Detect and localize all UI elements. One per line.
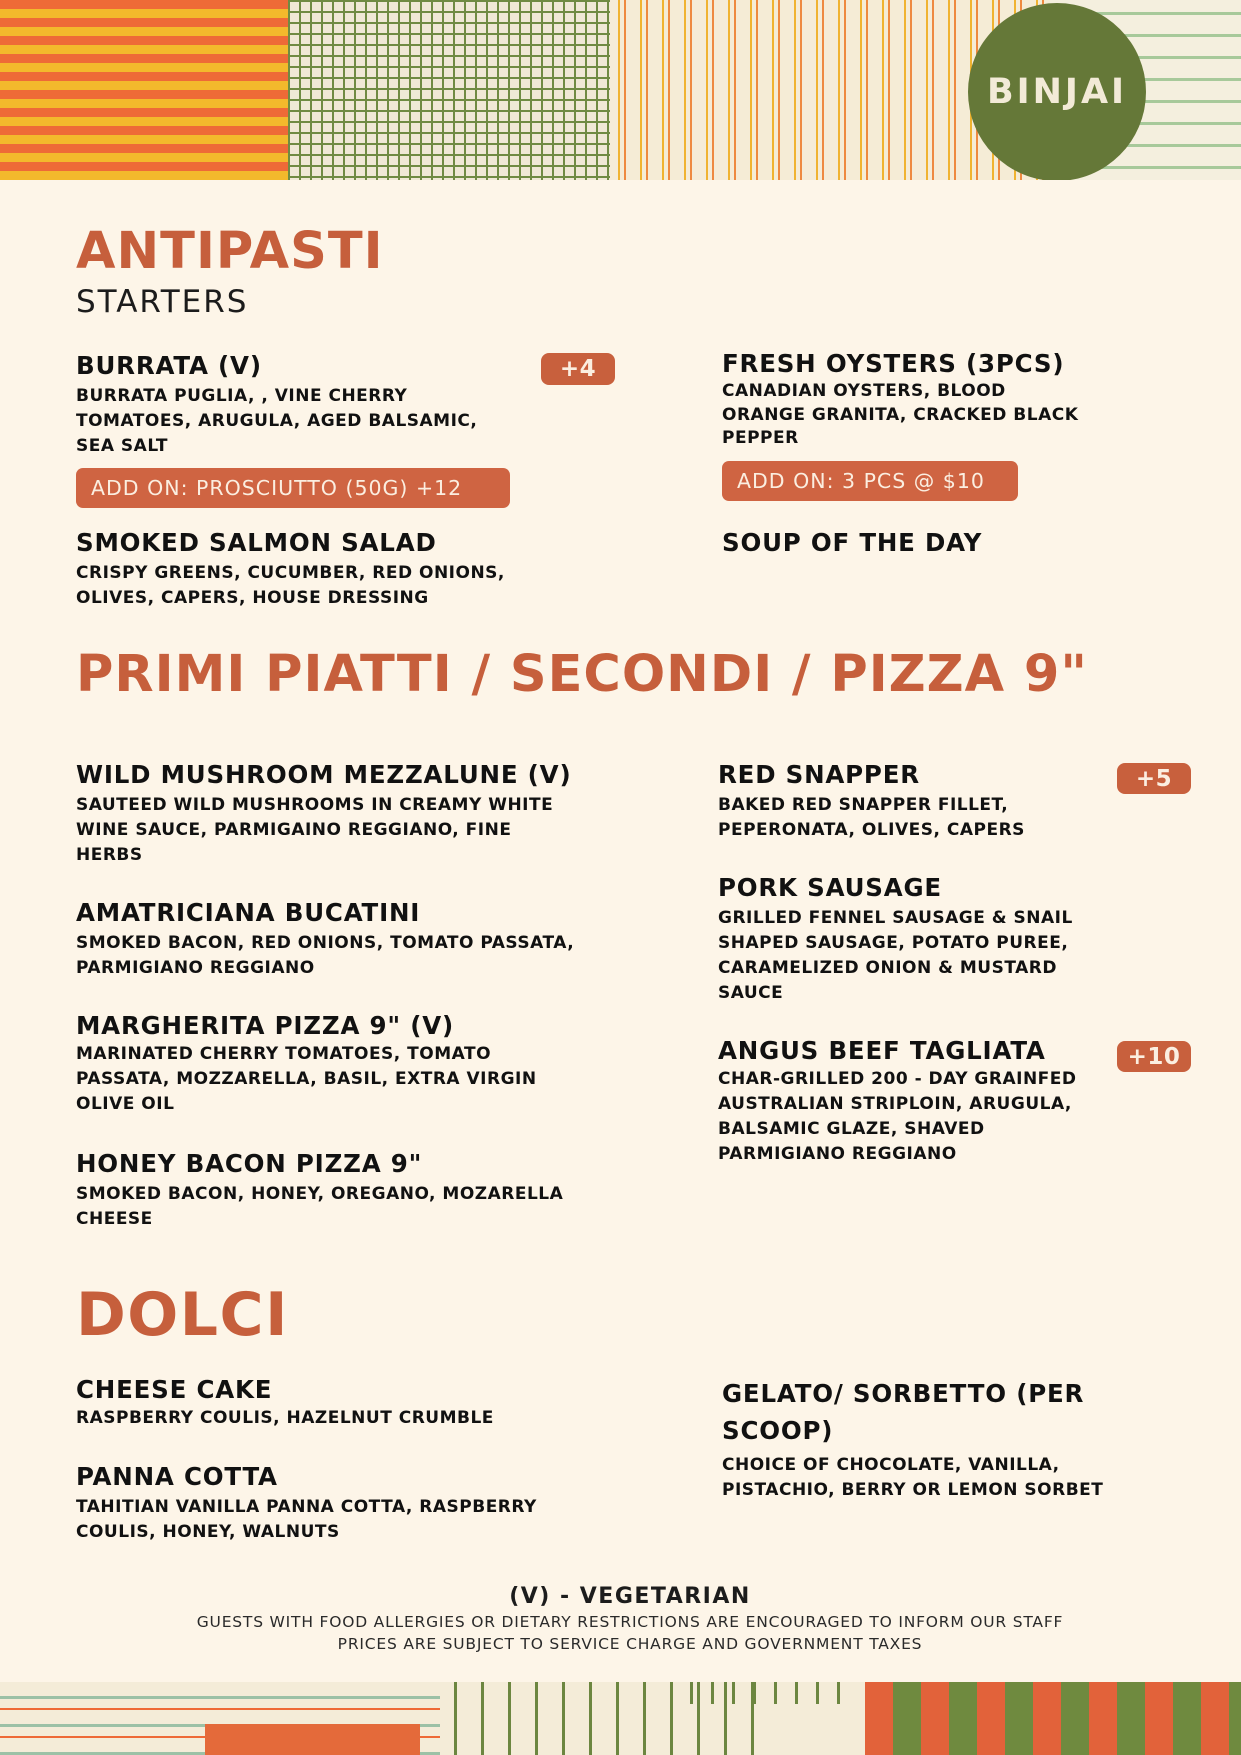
item-name: MARGHERITA PIZZA 9" (V) (76, 1011, 455, 1040)
menu-item-panna-cotta (76, 1462, 636, 1545)
bottom-pattern-band (0, 1682, 1241, 1755)
menu-item-wild-mushroom-mezzalune (76, 760, 636, 868)
color-block (205, 1724, 420, 1755)
item-description (76, 793, 636, 868)
section-title-antipasti: ANTIPASTI (76, 222, 384, 281)
item-name: BURRATA (V) (76, 351, 262, 380)
desc-line: SMOKED BACON, HONEY, OREGANO, MOZARELLA (76, 1184, 564, 1205)
item-description (718, 906, 1188, 1006)
desc-line: CHAR-GRILLED 200 - DAY GRAINFED (718, 1069, 1077, 1090)
desc-line: CRISPY GREENS, CUCUMBER, RED ONIONS, (76, 563, 505, 584)
allergy-note: GUESTS WITH FOOD ALLERGIES OR DIETARY RESTRICTIONS ARE ENCOURAGED TO INFORM OUR STAFF (196, 1613, 1064, 1631)
tick-pattern (690, 1682, 850, 1704)
menu-item-honey-bacon-pizza (76, 1149, 636, 1232)
desc-line: PARMIGIANO REGGIANO (718, 1144, 957, 1165)
desc-line: HERBS (76, 845, 143, 866)
item-name: RED SNAPPER (718, 760, 920, 789)
item-description (76, 1495, 636, 1545)
section-title-dolci: DOLCI (76, 1280, 289, 1350)
desc-line: MARINATED CHERRY TOMATOES, TOMATO (76, 1044, 492, 1065)
price-badge-red-snapper: +5 (1117, 763, 1191, 794)
desc-line: TAHITIAN VANILLA PANNA COTTA, RASPBERRY (76, 1497, 537, 1518)
item-name: PORK SAUSAGE (718, 873, 942, 902)
name-line: GELATO/ SORBETTO (PER (722, 1379, 1085, 1408)
brand-name: BINJAI (986, 72, 1128, 112)
item-name: FRESH OYSTERS (3PCS) (722, 349, 1065, 378)
item-name: WILD MUSHROOM MEZZALUNE (V) (76, 760, 572, 789)
item-name (722, 1375, 1192, 1449)
desc-line: CANADIAN OYSTERS, BLOOD (722, 381, 1006, 402)
menu-item-amatriciana-bucatini (76, 898, 636, 981)
item-description (76, 561, 636, 611)
name-line: SCOOP) (722, 1416, 834, 1445)
desc-line: BURRATA PUGLIA, , VINE CHERRY (76, 386, 408, 407)
desc-line: CARAMELIZED ONION & MUSTARD (718, 958, 1057, 979)
item-name: CHEESE CAKE (76, 1375, 273, 1404)
desc-line: ORANGE GRANITA, CRACKED BLACK (722, 404, 1079, 425)
desc-line: OLIVES, CAPERS, HOUSE DRESSING (76, 588, 429, 609)
desc-line: SAUTEED WILD MUSHROOMS IN CREAMY WHITE (76, 795, 554, 816)
footer-notes (0, 1584, 1241, 1655)
desc-line: PEPERONATA, OLIVES, CAPERS (718, 820, 1025, 841)
item-name: SOUP OF THE DAY (722, 528, 983, 557)
item-description (722, 380, 1192, 451)
item-description (76, 1406, 636, 1431)
desc-line: COULIS, HONEY, WALNUTS (76, 1522, 340, 1543)
menu-item-burrata (76, 351, 596, 459)
menu-item-gelato-sorbetto (722, 1375, 1192, 1503)
brand-logo (968, 3, 1146, 180)
desc-line: PARMIGIANO REGGIANO (76, 958, 315, 979)
desc-line: TOMATOES, ARUGULA, AGED BALSAMIC, (76, 411, 478, 432)
desc-line: BALSAMIC GLAZE, SHAVED (718, 1119, 985, 1140)
menu-item-smoked-salmon-salad (76, 528, 636, 611)
menu-item-margherita-pizza (76, 1011, 636, 1117)
desc-line: PASSATA, MOZZARELLA, BASIL, EXTRA VIRGIN (76, 1069, 537, 1090)
striped-pattern (865, 1682, 1241, 1755)
menu-item-pork-sausage (718, 873, 1188, 1006)
item-name: ANGUS BEEF TAGLIATA (718, 1036, 1046, 1065)
section-subtitle-starters: STARTERS (76, 284, 249, 320)
price-badge-burrata: +4 (541, 353, 615, 385)
desc-line: SMOKED BACON, RED ONIONS, TOMATO PASSATA, (76, 933, 575, 954)
desc-line: OLIVE OIL (76, 1094, 175, 1115)
item-name: AMATRICIANA BUCATINI (76, 898, 421, 927)
price-note: PRICES ARE SUBJECT TO SERVICE CHARGE AND GOVERNMENT TAXES (337, 1635, 923, 1653)
item-name: SMOKED SALMON SALAD (76, 528, 437, 557)
addon-badge-prosciutto: ADD ON: PROSCIUTTO (50G) +12 (76, 468, 510, 508)
desc-line: CHOICE OF CHOCOLATE, VANILLA, (722, 1455, 1060, 1475)
desc-line: SEA SALT (76, 436, 168, 457)
item-description (722, 1453, 1192, 1503)
desc-line: BAKED RED SNAPPER FILLET, (718, 795, 1009, 816)
desc-line: GRILLED FENNEL SAUSAGE & SNAIL (718, 908, 1073, 929)
vegetarian-legend: (V) - VEGETARIAN (509, 1584, 751, 1609)
desc-line: AUSTRALIAN STRIPLOIN, ARUGULA, (718, 1094, 1072, 1115)
desc-line: RASPBERRY COULIS, HAZELNUT CRUMBLE (76, 1408, 494, 1429)
section-title-mains: PRIMI PIATTI / SECONDI / PIZZA 9" (76, 645, 1088, 704)
item-description (718, 1067, 1188, 1167)
top-pattern-band (0, 0, 1241, 180)
desc-line: PEPPER (722, 428, 799, 449)
desc-line: SHAPED SAUSAGE, POTATO PUREE, (718, 933, 1069, 954)
desc-line: PISTACHIO, BERRY OR LEMON SORBET (722, 1480, 1104, 1500)
item-description (76, 1182, 636, 1232)
menu-item-fresh-oysters (722, 349, 1192, 451)
item-description (718, 793, 1188, 843)
item-description (76, 1042, 636, 1117)
price-badge-angus-beef: +10 (1117, 1041, 1191, 1072)
menu-item-soup-of-the-day (722, 528, 1192, 557)
menu-item-cheese-cake (76, 1375, 636, 1431)
grid-pattern (288, 0, 610, 180)
addon-badge-oysters: ADD ON: 3 PCS @ $10 (722, 461, 1018, 501)
striped-pattern (0, 0, 288, 180)
item-name: HONEY BACON PIZZA 9" (76, 1149, 423, 1178)
desc-line: SAUCE (718, 983, 784, 1004)
item-description (76, 384, 596, 459)
desc-line: WINE SAUCE, PARMIGAINO REGGIANO, FINE (76, 820, 512, 841)
item-name: PANNA COTTA (76, 1462, 278, 1491)
desc-line: CHEESE (76, 1209, 153, 1230)
item-description (76, 931, 636, 981)
